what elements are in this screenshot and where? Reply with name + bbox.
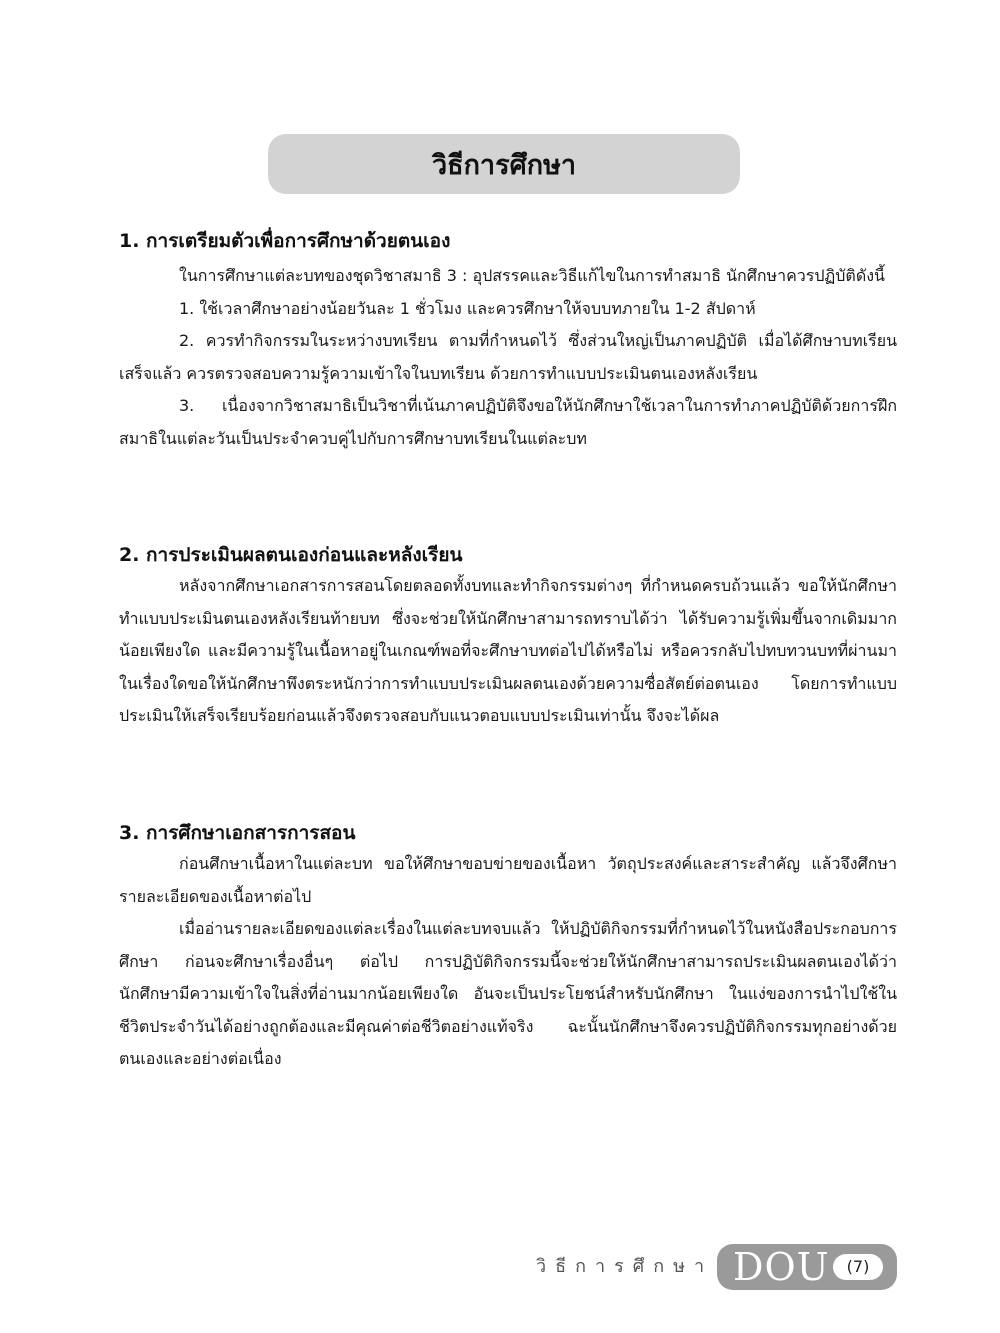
page-number: (7)	[833, 1254, 883, 1280]
paragraph: 3. เนื่องจากวิชาสมาธิเป็นวิชาที่เน้นภาคปฏิบัติจึงขอให้นักศึกษาใช้เวลาในการทำภาคปฏิบัติด้วยการฝึกสมาธิในแต่ละวันเป็นประจำควบคู่ไปกับการศึกษาบทเรียนในแต่ละบท	[119, 396, 897, 448]
paragraph: 2. ควรทำกิจกรรมในระหว่างบทเรียน ตามที่กำหนดไว้ ซึ่งส่วนใหญ่เป็นภาคปฏิบัติ เมื่อได้ศึกษาบทเรียนเสร็จแล้ว ควรตรวจสอบความรู้ความเข้าใจในบทเรียน ด้วยการทำแบบประเมินตนเองหลังเรียน	[119, 331, 897, 383]
paragraph: เมื่ออ่านรายละเอียดของแต่ละเรื่องในแต่ละบทจบแล้ว ให้ปฏิบัติกิจกรรมที่กำหนดไว้ในหนังสือประกอบการศึกษา ก่อนจะศึกษาเรื่องอื่นๆ ต่อไป การปฏิบัติกิจกรรมนี้จะช่วยให้นักศึกษาสามารถประเมินผลตนเองได้ว่า นักศึกษามีความเข้าใจในสิ่งที่อ่านมากน้อยเพียงใด อันจะเป็นประโยชน์สำหรับนักศึกษา ในแง่ของการนำไปใช้ในชีวิตประจำวันได้อย่างถูกต้องและมีคุณค่าต่อชีวิตอย่างแท้จริง ฉะนั้นนักศึกษาจึงควรปฏิบัติกิจกรรมทุกอย่างด้วยตนเองและอย่างต่อเนื่อง	[119, 919, 897, 1068]
paragraph: ในการศึกษาแต่ละบทของชุดวิชาสมาธิ 3 : อุปสรรคและวิธีแก้ไขในการทำสมาธิ นักศึกษาควรปฏิบัติดังนี้	[179, 266, 885, 285]
section-heading: 2. การประเมินผลตนเองก่อนและหลังเรียน	[119, 544, 463, 566]
section-self-assessment	[119, 540, 897, 733]
section-study-materials	[119, 818, 897, 1076]
paragraph: 1. ใช้เวลาศึกษาอย่างน้อยวันละ 1 ชั่วโมง และควรศึกษาให้จบบทภายใน 1-2 สัปดาห์	[179, 298, 756, 318]
paragraph: หลังจากศึกษาเอกสารการสอนโดยตลอดทั้งบทและทำกิจกรรมต่างๆ ที่กำหนดครบถ้วนแล้ว ขอให้นักศึกษาทำแบบประเมินตนเองหลังเรียนท้ายบท ซึ่งจะช่วยให้นักศึกษาสามารถทราบได้ว่า ได้รับความรู้เพิ่มขึ้นจากเดิมมากน้อยเพียงใด และมีความรู้ในเนื้อหาอยู่ในเกณฑ์พอที่จะศึกษาบทต่อไปได้หรือไม่ หรือควรกลับไปทบทวนบทที่ผ่านมาในเรื่องใดขอให้นักศึกษาพึงตระหนักว่าการทำแบบประเมินผลตนเองด้วยความซื่อสัตย์ต่อตนเอง โดยการทำแบบประเมินให้เสร็จเรียบร้อยก่อนแล้วจึงตรวจสอบกับแนวตอบแบบประเมินเท่านั้น จึงจะได้ผล	[119, 576, 897, 725]
section-heading: 3. การศึกษาเอกสารการสอน	[119, 822, 356, 844]
page-title: วิธีการศึกษา	[268, 134, 740, 194]
dou-logo: DOU	[733, 1245, 830, 1289]
paragraph: ก่อนศึกษาเนื้อหาในแต่ละบท ขอให้ศึกษาขอบข่ายของเนื้อหา วัตถุประสงค์และสาระสำคัญ แล้วจึงศึกษารายละเอียดของเนื้อหาต่อไป	[119, 854, 897, 906]
section-preparation	[119, 226, 897, 455]
footer-title: วิธีการศึกษา	[536, 1256, 714, 1277]
section-heading: 1. การเตรียมตัวเพื่อการศึกษาด้วยตนเอง	[119, 230, 451, 252]
